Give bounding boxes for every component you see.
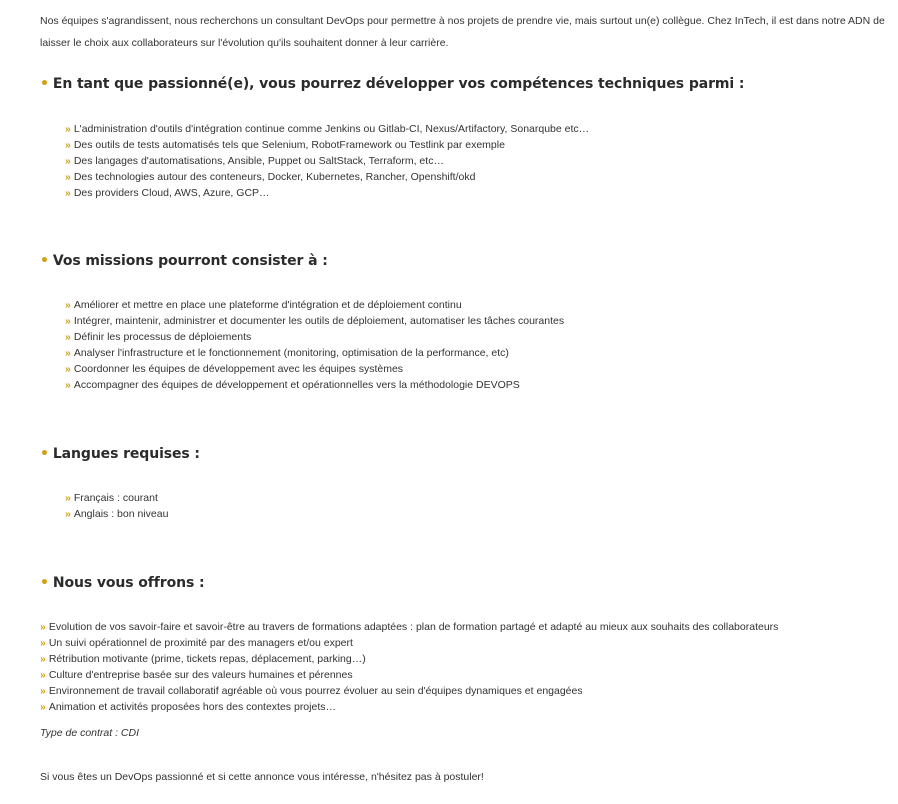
list-item: » Analyser l'infrastructure et le fonctionnement (monitoring, optimisation de la performance, etc): [65, 347, 509, 359]
offers-list: [40, 619, 778, 715]
languages-list: [65, 490, 168, 522]
bullet-icon: •: [40, 575, 49, 591]
list-item: » Améliorer et mettre en place une plateforme d'intégration et de déploiement continu: [65, 299, 462, 311]
list-item: » Animation et activités proposées hors des contextes projets…: [40, 701, 336, 713]
list-item: » Des technologies autour des conteneurs, Docker, Kubernetes, Rancher, Openshift/okd: [65, 171, 476, 183]
list-item: » Définir les processus de déploiements: [65, 331, 252, 343]
list-item: » Des outils de tests automatisés tels que Selenium, RobotFramework ou Testlink par exemple: [65, 139, 505, 151]
chevron-right-icon: »: [65, 492, 71, 504]
list-item: » L'administration d'outils d'intégration continue comme Jenkins ou Gitlab-CI, Nexus/Artifactory, Sonarqube etc…: [65, 123, 590, 135]
chevron-right-icon: »: [40, 621, 46, 633]
bullet-icon: •: [40, 253, 49, 269]
chevron-right-icon: »: [40, 653, 46, 665]
chevron-right-icon: »: [40, 637, 46, 649]
list-item: » Environnement de travail collaboratif agréable où vous pourrez évoluer au sein d'équipes dynamiques et engagées: [40, 685, 583, 697]
chevron-right-icon: »: [65, 187, 71, 199]
list-item: » Anglais : bon niveau: [65, 508, 169, 520]
list-item: » Accompagner des équipes de développement et opérationnelles vers la méthodologie DEVOPS: [65, 379, 520, 391]
section-title-languages: • Langues requises :: [40, 446, 200, 462]
intro-paragraph: Nos équipes s'agrandissent, nous recherchons un consultant DevOps pour permettre à nos projets de prendre vie, mais surtout un(e) collègue. Chez InTech, il est dans notre ADN de laisser le choix aux collaborateurs sur l'évolution qu'ils souhaitent donner à leur carrière.: [40, 15, 885, 49]
list-item: » Des langages d'automatisations, Ansible, Puppet ou SaltStack, Terraform, etc…: [65, 155, 444, 167]
bullet-icon: •: [40, 76, 49, 92]
chevron-right-icon: »: [40, 701, 46, 713]
chevron-right-icon: »: [65, 347, 71, 359]
missions-list: [65, 297, 564, 393]
contract-type: Type de contrat : CDI: [40, 727, 140, 739]
list-item: » Coordonner les équipes de développement avec les équipes systèmes: [65, 363, 404, 375]
chevron-right-icon: »: [65, 379, 71, 391]
list-item: » Rétribution motivante (prime, tickets repas, déplacement, parking…): [40, 653, 366, 665]
chevron-right-icon: »: [65, 331, 71, 343]
section-title-missions: • Vos missions pourront consister à :: [40, 253, 328, 269]
list-item: » Culture d'entreprise basée sur des valeurs humaines et pérennes: [40, 669, 353, 681]
chevron-right-icon: »: [40, 669, 46, 681]
chevron-right-icon: »: [65, 508, 71, 520]
list-item: » Un suivi opérationnel de proximité par des managers et/ou expert: [40, 637, 353, 649]
section-title-offers: • Nous vous offrons :: [40, 575, 205, 591]
chevron-right-icon: »: [65, 155, 71, 167]
skills-list: [65, 121, 589, 201]
chevron-right-icon: »: [65, 363, 71, 375]
chevron-right-icon: »: [65, 315, 71, 327]
list-item: » Intégrer, maintenir, administrer et documenter les outils de déploiement, automatiser les tâches courantes: [65, 315, 565, 327]
section-title-skills: • En tant que passionné(e), vous pourrez développer vos compétences techniques parmi :: [40, 76, 745, 92]
chevron-right-icon: »: [65, 299, 71, 311]
chevron-right-icon: »: [65, 171, 71, 183]
bullet-icon: •: [40, 446, 49, 462]
chevron-right-icon: »: [40, 685, 46, 697]
list-item: » Evolution de vos savoir-faire et savoir-être au travers de formations adaptées : plan de formation partagé et adapté au mieux aux souhaits des collaborateurs: [40, 621, 779, 633]
chevron-right-icon: »: [65, 139, 71, 151]
chevron-right-icon: »: [65, 123, 71, 135]
list-item: » Des providers Cloud, AWS, Azure, GCP…: [65, 187, 270, 199]
closing-paragraph: Si vous êtes un DevOps passionné et si cette annonce vous intéresse, n'hésitez pas à postuler!: [40, 771, 484, 783]
list-item: » Français : courant: [65, 492, 158, 504]
